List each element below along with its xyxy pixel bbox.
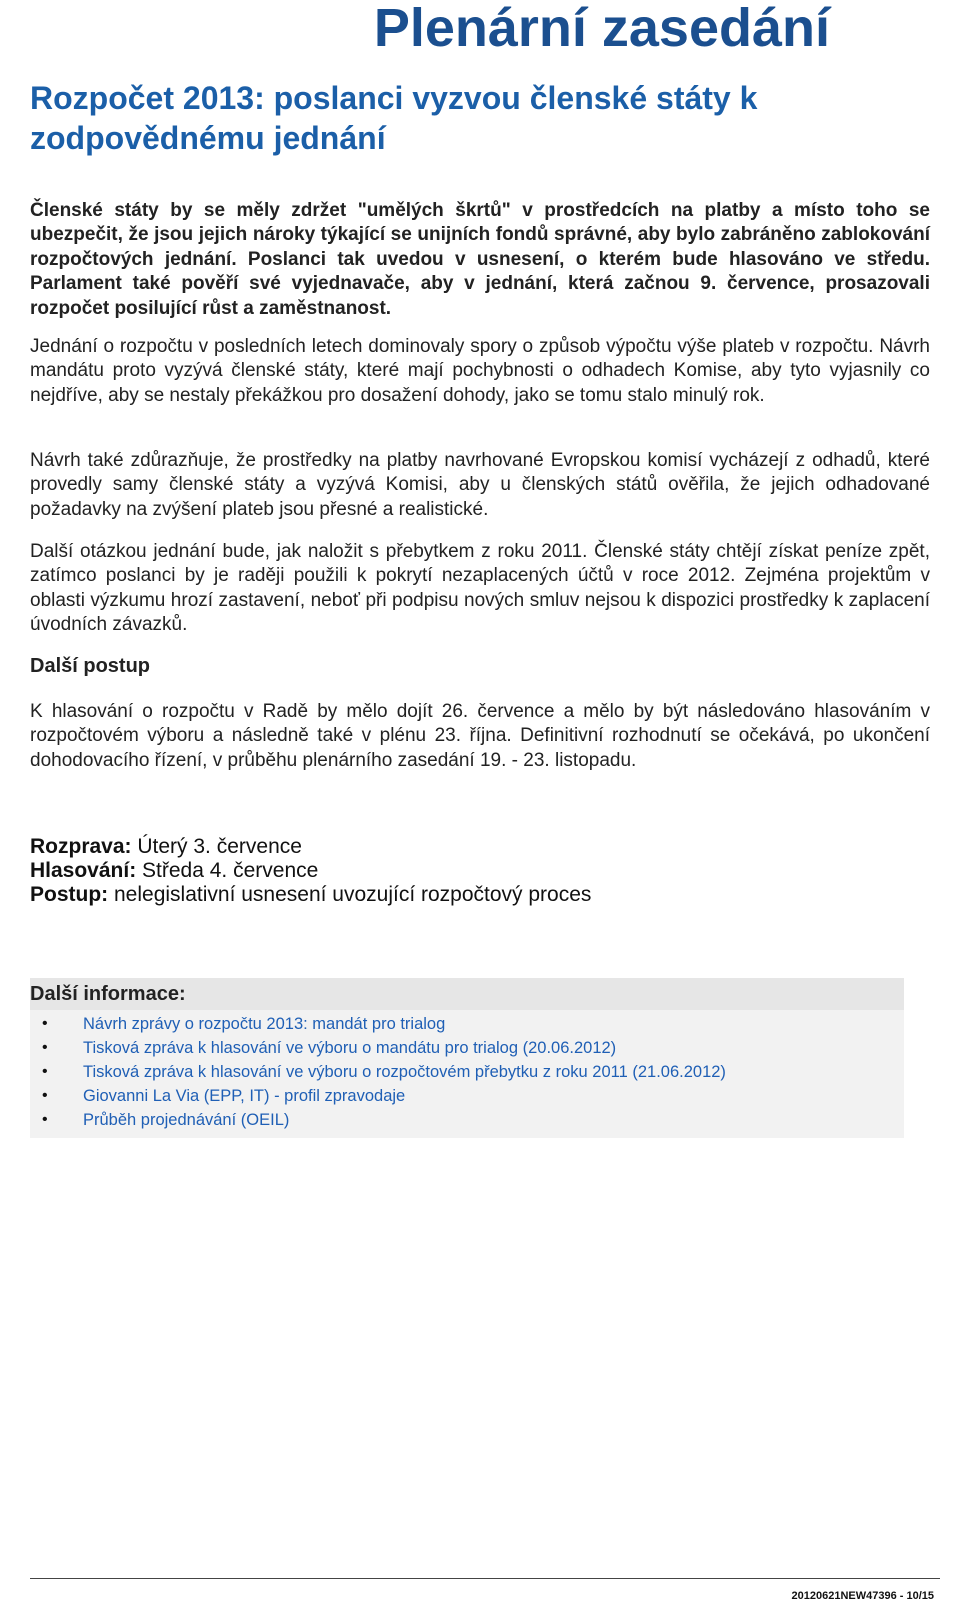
bullet-icon: •: [42, 1111, 48, 1128]
list-item: [30, 1036, 726, 1060]
list-item: [30, 1012, 726, 1036]
debate-value: Úterý 3. července: [131, 835, 302, 858]
footer-page-ref: 20120621NEW47396 - 10/15: [791, 1590, 934, 1602]
article-paragraph: Další otázkou jednání bude, jak naložit s přebytkem z roku 2011. Členské státy chtějí získat peníze zpět, zatímco poslanci by je raději použili k pokrytí nezaplacených účtů v roce 2012. Zejména projektům v oblasti výzkumu hrozí zastavení, neboť při podpisu nových smluv nejsou k dispozici prostředky k zaplacení úvodních závazků.: [30, 541, 930, 636]
bullet-icon: •: [42, 1039, 48, 1056]
article-lead: Členské státy by se měly zdržet "umělých škrtů" v prostředcích na platby a místo toho se ubezpečit, že jsou jejich nároky týkající se unijních fondů správné, aby bylo zabráněno zablokování rozpočtových jednání. Poslanci tak uvedou v usnesení, o kterém bude hlasováno ve středu. Parlament také pověří své vyjednavače, aby v jednání, která začnou 9. července, prosazovali rozpočet posilující růst a zaměstnanost.: [30, 200, 930, 319]
link-press-release-trialog[interactable]: Tisková zpráva k hlasování ve výboru o mandátu pro trialog (20.06.2012): [83, 1039, 617, 1057]
schedule-info: [30, 835, 591, 907]
list-item: [30, 1084, 726, 1108]
section-title: Plenární zasedání: [373, 0, 830, 58]
more-info-box: [30, 978, 904, 1138]
link-draft-report[interactable]: Návrh zprávy o rozpočtu 2013: mandát pro trialog: [83, 1015, 446, 1033]
list-item: [30, 1060, 726, 1084]
bullet-icon: •: [42, 1063, 48, 1080]
link-rapporteur-profile[interactable]: Giovanni La Via (EPP, IT) - profil zpravodaje: [83, 1087, 406, 1105]
link-press-release-surplus[interactable]: Tisková zpráva k hlasování ve výboru o rozpočtovém přebytku z roku 2011 (21.06.2012): [83, 1063, 726, 1081]
procedure-row: [30, 883, 591, 907]
procedure-value: nelegislativní usnesení uvozující rozpočtový proces: [108, 883, 592, 906]
next-steps-heading: Další postup: [30, 655, 151, 677]
link-procedure-oeil[interactable]: Průběh projednávání (OEIL): [83, 1111, 290, 1129]
list-item: [30, 1108, 726, 1132]
debate-label: Rozprava:: [30, 835, 132, 858]
article-paragraph: Návrh také zdůrazňuje, že prostředky na platby navrhované Evropskou komisí vycházejí z odhadů, které provedly samy členské státy a vyzývá Komisi, aby u členských států ověřila, že jejich odhadované požadavky na zvýšení plateb jsou přesné a realistické.: [30, 450, 930, 520]
bullet-icon: •: [42, 1087, 48, 1104]
vote-value: Středa 4. července: [136, 859, 319, 882]
procedure-label: Postup:: [30, 883, 109, 906]
footer-divider: [30, 1578, 940, 1579]
article-paragraph: Jednání o rozpočtu v posledních letech dominovaly spory o způsob výpočtu výše plateb v rozpočtu. Návrh mandátu proto vyzývá členské státy, které mají pochybnosti o odhadech Komise, aby tyto vyjasnily co nejdříve, aby se nestaly překážkou pro dosažení dohody, jako se tomu stalo minulý rok.: [30, 336, 930, 406]
vote-row: [30, 859, 591, 883]
debate-row: [30, 835, 591, 859]
article-headline: Rozpočet 2013: poslanci vyzvou členské státy k zodpovědnému jednání: [30, 80, 758, 156]
bullet-icon: •: [42, 1015, 48, 1032]
more-info-title: Další informace:: [30, 978, 904, 1010]
next-steps-text: K hlasování o rozpočtu v Radě by mělo dojít 26. července a mělo by být následováno hlasováním v rozpočtovém výboru a následně také v plénu 23. října. Definitivní rozhodnutí se očekává, po ukončení dohodovacího řízení, v průběhu plenárního zasedání 19. - 23. listopadu.: [30, 701, 930, 771]
more-info-links: [30, 1012, 726, 1132]
vote-label: Hlasování:: [30, 859, 137, 882]
